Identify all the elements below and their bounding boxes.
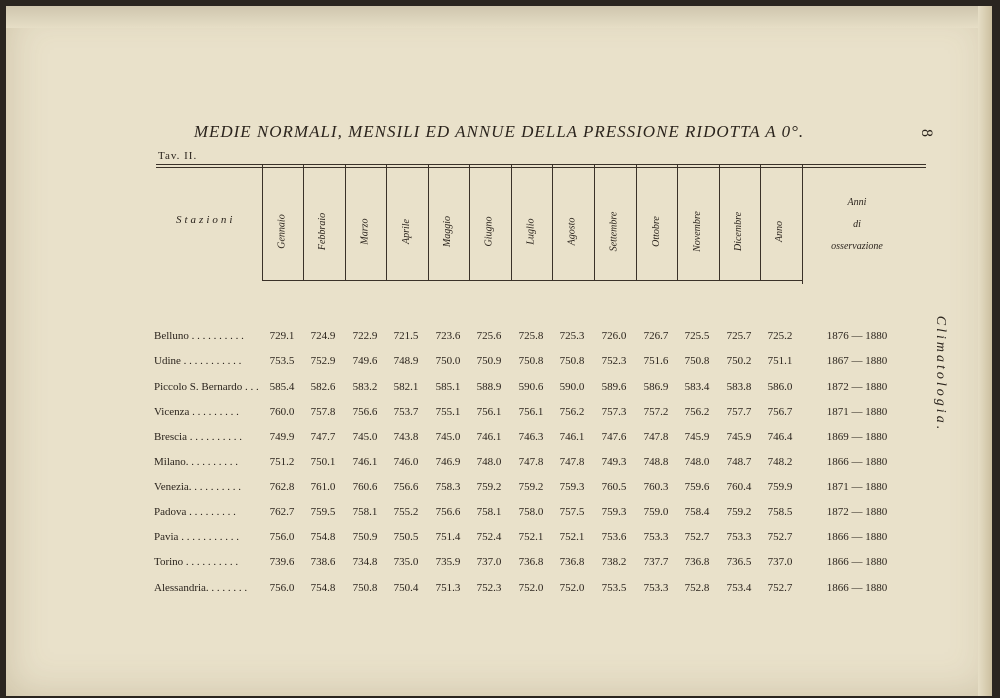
pressure-value: 759.2 [476, 481, 502, 493]
page-right-edge [978, 6, 992, 696]
column-rule [511, 164, 512, 280]
table-top-rule-double [156, 167, 926, 168]
pressure-value: 745.9 [684, 431, 710, 443]
pressure-value: 586.9 [643, 381, 669, 393]
pressure-value: 748.0 [476, 456, 502, 468]
pressure-value: 758.1 [352, 506, 378, 518]
pressure-value: 754.8 [310, 582, 336, 594]
pressure-value: 760.5 [601, 481, 627, 493]
page-number: 8 [918, 129, 935, 137]
page-title: MEDIE NORMALI, MENSILI ED ANNUE DELLA PRESSIONE RIDOTTA A 0°. [193, 122, 805, 141]
column-header [345, 176, 385, 286]
observation-years: 1866 — 1880 [826, 531, 888, 543]
pressure-value: 752.3 [601, 355, 627, 367]
pressure-value: 755.1 [435, 406, 461, 418]
column-header-label: Maggio [442, 215, 454, 247]
pressure-value: 746.1 [476, 431, 502, 443]
pressure-value: 752.0 [559, 582, 585, 594]
pressure-value: 751.4 [435, 531, 461, 543]
page-top-edge [6, 6, 992, 28]
pressure-value: 759.5 [310, 506, 336, 518]
pressure-value: 736.5 [726, 556, 752, 568]
column-header [511, 176, 551, 286]
pressure-value: 746.1 [559, 431, 585, 443]
pressure-value: 756.1 [518, 406, 544, 418]
years-header-line1: Anni [847, 197, 867, 208]
station-name: Vicenza . . . . . . . . . [154, 406, 239, 418]
pressure-value: 753.5 [601, 582, 627, 594]
column-rule [386, 164, 387, 280]
pressure-value: 745.0 [435, 431, 461, 443]
pressure-value: 723.6 [435, 330, 461, 342]
pressure-value: 746.0 [393, 456, 419, 468]
pressure-value: 721.5 [393, 330, 419, 342]
pressure-value: 747.8 [559, 456, 585, 468]
pressure-value: 750.8 [684, 355, 710, 367]
column-rule [428, 164, 429, 280]
pressure-value: 756.1 [476, 406, 502, 418]
column-rule [552, 164, 553, 280]
pressure-value: 590.6 [518, 381, 544, 393]
pressure-value: 726.0 [601, 330, 627, 342]
pressure-value: 583.2 [352, 381, 378, 393]
pressure-value: 585.1 [435, 381, 461, 393]
pressure-value: 586.0 [767, 381, 793, 393]
pressure-value: 747.7 [310, 431, 336, 443]
pressure-value: 754.8 [310, 531, 336, 543]
pressure-value: 752.4 [476, 531, 502, 543]
book-page [6, 6, 992, 696]
station-name: Belluno . . . . . . . . . . [154, 330, 244, 342]
pressure-value: 762.8 [269, 481, 295, 493]
pressure-value: 725.8 [518, 330, 544, 342]
pressure-value: 738.2 [601, 556, 627, 568]
column-rule [636, 164, 637, 280]
station-name: Alessandria. . . . . . . . [154, 582, 248, 594]
pressure-value: 590.0 [559, 381, 585, 393]
column-rule [802, 164, 803, 284]
pressure-value: 752.1 [559, 531, 585, 543]
pressure-value: 759.6 [684, 481, 710, 493]
pressure-value: 724.9 [310, 330, 336, 342]
pressure-value: 750.1 [310, 456, 336, 468]
pressure-value: 759.3 [559, 481, 585, 493]
column-header [386, 176, 426, 286]
observation-years: 1872 — 1880 [826, 381, 888, 393]
pressure-value: 759.0 [643, 506, 669, 518]
column-header [719, 176, 759, 286]
years-header-line2: di [853, 219, 861, 230]
pressure-value: 750.9 [476, 355, 502, 367]
pressure-value: 747.8 [518, 456, 544, 468]
pressure-value: 751.3 [435, 582, 461, 594]
pressure-value: 745.9 [726, 431, 752, 443]
pressure-value: 756.2 [684, 406, 710, 418]
pressure-value: 749.6 [352, 355, 378, 367]
pressure-value: 736.8 [559, 556, 585, 568]
pressure-value: 582.6 [310, 381, 336, 393]
column-header-label: Giugno [483, 216, 495, 246]
pressure-value: 746.4 [767, 431, 793, 443]
pressure-value: 736.8 [518, 556, 544, 568]
pressure-value: 753.3 [643, 531, 669, 543]
pressure-value: 748.9 [393, 355, 419, 367]
pressure-value: 757.7 [726, 406, 752, 418]
pressure-value: 588.9 [476, 381, 502, 393]
pressure-value: 748.7 [726, 456, 752, 468]
pressure-value: 758.0 [518, 506, 544, 518]
column-header-label: Marzo [359, 217, 371, 245]
observation-years: 1866 — 1880 [826, 582, 888, 594]
pressure-value: 752.8 [684, 582, 710, 594]
pressure-value: 735.0 [393, 556, 419, 568]
pressure-value: 746.1 [352, 456, 378, 468]
station-name: Torino . . . . . . . . . . [154, 556, 239, 568]
pressure-value: 753.3 [726, 531, 752, 543]
pressure-value: 734.8 [352, 556, 378, 568]
pressure-value: 762.7 [269, 506, 295, 518]
pressure-value: 749.3 [601, 456, 627, 468]
pressure-value: 752.1 [518, 531, 544, 543]
pressure-value: 583.8 [726, 381, 752, 393]
column-header [428, 176, 468, 286]
pressure-value: 745.0 [352, 431, 378, 443]
pressure-value: 749.9 [269, 431, 295, 443]
column-rule [345, 164, 346, 280]
observation-years: 1876 — 1880 [826, 330, 888, 342]
column-header [469, 176, 509, 286]
pressure-value: 725.2 [767, 330, 793, 342]
column-rule [719, 164, 720, 280]
pressure-value: 760.6 [352, 481, 378, 493]
side-label: Climatologia. [933, 315, 948, 433]
pressure-value: 756.2 [559, 406, 585, 418]
station-name: Udine . . . . . . . . . . . [154, 355, 242, 367]
column-rule [262, 164, 263, 280]
pressure-value: 725.6 [476, 330, 502, 342]
observation-years: 1867 — 1880 [826, 355, 888, 367]
station-name: Pavia . . . . . . . . . . . [154, 531, 239, 543]
column-header [303, 176, 343, 286]
pressure-value: 583.4 [684, 381, 710, 393]
column-header-label: Luglio [525, 217, 537, 245]
pressure-value: 752.0 [518, 582, 544, 594]
years-header [814, 192, 900, 258]
pressure-value: 759.9 [767, 481, 793, 493]
years-header-line3: osservazione [831, 241, 883, 252]
column-header-label: Anno [774, 220, 786, 242]
station-header: Stazioni [176, 214, 236, 226]
column-header-label: Ottobre [650, 215, 662, 247]
pressure-value: 756.6 [435, 506, 461, 518]
pressure-value: 737.0 [476, 556, 502, 568]
column-header [636, 176, 676, 286]
column-header-label: Settembre [608, 211, 620, 251]
pressure-value: 750.2 [726, 355, 752, 367]
pressure-value: 736.8 [684, 556, 710, 568]
observation-years: 1871 — 1880 [826, 481, 888, 493]
pressure-value: 752.7 [684, 531, 710, 543]
pressure-value: 746.3 [518, 431, 544, 443]
pressure-value: 737.7 [643, 556, 669, 568]
pressure-value: 752.3 [476, 582, 502, 594]
pressure-value: 758.4 [684, 506, 710, 518]
column-header-label: Gennaio [276, 213, 288, 249]
pressure-value: 759.2 [518, 481, 544, 493]
pressure-value: 759.2 [726, 506, 752, 518]
pressure-value: 743.8 [393, 431, 419, 443]
pressure-value: 755.2 [393, 506, 419, 518]
station-name: Padova . . . . . . . . . [154, 506, 236, 518]
pressure-value: 738.6 [310, 556, 336, 568]
column-rule [303, 164, 304, 280]
column-header [760, 176, 800, 286]
pressure-value: 585.4 [269, 381, 295, 393]
station-name: Venezia. . . . . . . . . . [154, 481, 242, 493]
pressure-value: 751.1 [767, 355, 793, 367]
pressure-value: 756.7 [767, 406, 793, 418]
pressure-value: 750.8 [518, 355, 544, 367]
pressure-value: 747.6 [601, 431, 627, 443]
pressure-value: 753.6 [601, 531, 627, 543]
column-header-label: Aprile [400, 218, 412, 244]
header-bottom-rule [262, 280, 802, 281]
pressure-value: 589.6 [601, 381, 627, 393]
pressure-value: 753.5 [269, 355, 295, 367]
table-label: Tav. II. [158, 150, 198, 162]
pressure-value: 752.7 [767, 531, 793, 543]
pressure-value: 725.3 [559, 330, 585, 342]
pressure-value: 750.4 [393, 582, 419, 594]
column-header-label: Agosto [566, 217, 578, 245]
pressure-value: 750.8 [352, 582, 378, 594]
pressure-value: 725.5 [684, 330, 710, 342]
pressure-value: 729.1 [269, 330, 295, 342]
pressure-value: 751.6 [643, 355, 669, 367]
pressure-value: 750.5 [393, 531, 419, 543]
pressure-value: 753.4 [726, 582, 752, 594]
column-header-label: Dicembre [733, 211, 745, 251]
pressure-value: 760.3 [643, 481, 669, 493]
column-rule [469, 164, 470, 280]
pressure-value: 748.2 [767, 456, 793, 468]
pressure-value: 737.0 [767, 556, 793, 568]
pressure-value: 756.0 [269, 582, 295, 594]
pressure-value: 722.9 [352, 330, 378, 342]
pressure-value: 735.9 [435, 556, 461, 568]
pressure-value: 739.6 [269, 556, 295, 568]
station-name: Piccolo S. Bernardo . . . [154, 381, 259, 393]
column-rule [594, 164, 595, 280]
observation-years: 1871 — 1880 [826, 406, 888, 418]
pressure-value: 752.7 [767, 582, 793, 594]
pressure-value: 747.8 [643, 431, 669, 443]
pressure-value: 750.8 [559, 355, 585, 367]
observation-years: 1866 — 1880 [826, 456, 888, 468]
column-header [677, 176, 717, 286]
pressure-value: 753.7 [393, 406, 419, 418]
column-rule [760, 164, 761, 280]
pressure-value: 752.9 [310, 355, 336, 367]
pressure-value: 757.8 [310, 406, 336, 418]
pressure-value: 757.2 [643, 406, 669, 418]
pressure-value: 758.3 [435, 481, 461, 493]
pressure-value: 750.9 [352, 531, 378, 543]
column-header-label: Febbraio [317, 212, 329, 250]
pressure-value: 760.4 [726, 481, 752, 493]
column-rule [677, 164, 678, 280]
station-name: Milano. . . . . . . . . . [154, 456, 239, 468]
station-name: Brescia . . . . . . . . . . [154, 431, 242, 443]
pressure-value: 760.0 [269, 406, 295, 418]
table-top-rule [156, 164, 926, 165]
column-header [552, 176, 592, 286]
pressure-value: 757.5 [559, 506, 585, 518]
pressure-value: 756.6 [352, 406, 378, 418]
column-header [262, 176, 302, 286]
pressure-value: 746.9 [435, 456, 461, 468]
observation-years: 1869 — 1880 [826, 431, 888, 443]
pressure-value: 748.8 [643, 456, 669, 468]
pressure-value: 753.3 [643, 582, 669, 594]
column-header [594, 176, 634, 286]
pressure-value: 756.6 [393, 481, 419, 493]
pressure-value: 758.1 [476, 506, 502, 518]
pressure-value: 751.2 [269, 456, 295, 468]
observation-years: 1866 — 1880 [826, 556, 888, 568]
pressure-value: 757.3 [601, 406, 627, 418]
pressure-value: 756.0 [269, 531, 295, 543]
pressure-value: 725.7 [726, 330, 752, 342]
pressure-value: 726.7 [643, 330, 669, 342]
pressure-value: 750.0 [435, 355, 461, 367]
pressure-value: 761.0 [310, 481, 336, 493]
pressure-value: 758.5 [767, 506, 793, 518]
pressure-value: 748.0 [684, 456, 710, 468]
pressure-value: 582.1 [393, 381, 419, 393]
observation-years: 1872 — 1880 [826, 506, 888, 518]
pressure-value: 759.3 [601, 506, 627, 518]
column-header-label: Novembre [691, 210, 703, 252]
